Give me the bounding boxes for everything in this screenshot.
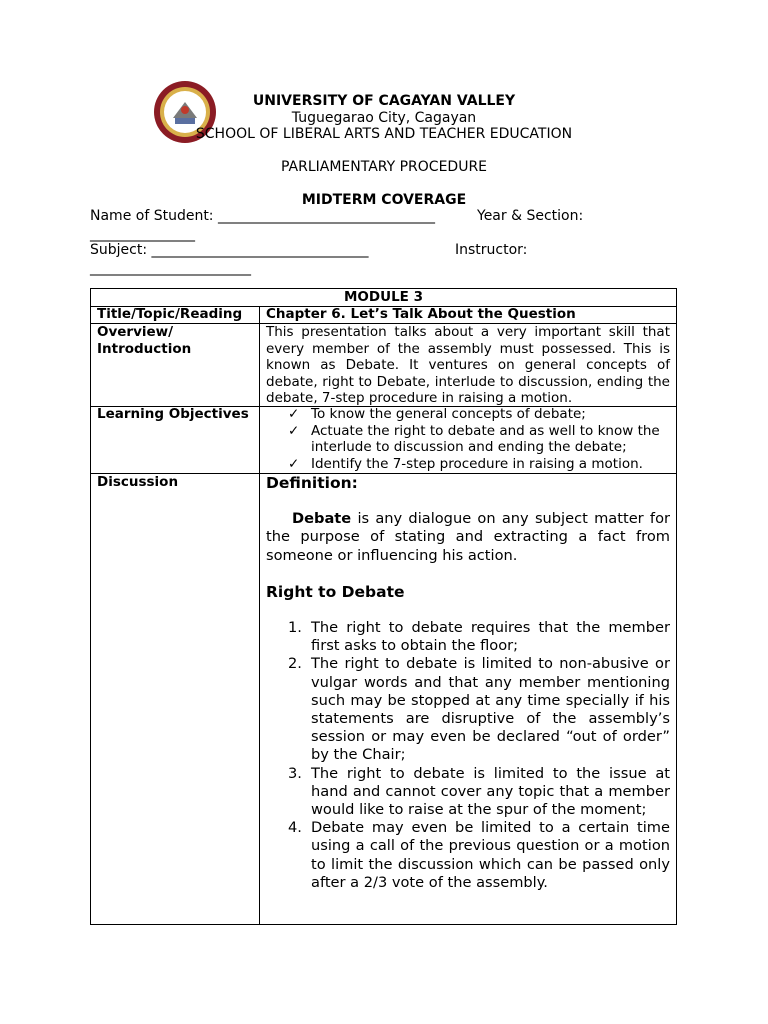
overview-label-line2: Introduction xyxy=(97,340,192,357)
instructor-label: Instructor: xyxy=(455,242,528,258)
list-number: 3. xyxy=(288,764,302,782)
year-section-label: Year & Section: xyxy=(477,208,584,224)
list-number: 4. xyxy=(288,819,302,837)
subject-field[interactable]: Subject: _______________________________ xyxy=(90,242,369,258)
topic-label: Title/Topic/Reading xyxy=(97,306,243,322)
module-title: MODULE 3 xyxy=(344,289,423,305)
objective-item: ✓ Actuate the right to debate and as well to know the interlude to discussion and ending the debate; xyxy=(288,422,660,456)
student-name-field[interactable]: Name of Student: _______________________________ xyxy=(90,208,435,224)
debate-text: is any dialogue on any subject matter for the purpose of stating and extracting a fact from someone or influencing his action. xyxy=(266,510,670,564)
debate-definition xyxy=(266,510,670,565)
overview-label xyxy=(97,324,257,357)
debate-term: Debate xyxy=(292,510,352,528)
list-item xyxy=(266,619,670,655)
overview-label-line1: Overview/ xyxy=(97,324,174,340)
year-section-field[interactable]: _______________ xyxy=(90,226,195,242)
instructor-field[interactable]: _______________________ xyxy=(90,260,251,276)
school-name: SCHOOL OF LIBERAL ARTS AND TEACHER EDUCATION xyxy=(195,126,573,142)
list-text: The right to debate is limited to the issue at hand and cannot cover any topic that a member would like to raise at the spur of the moment; xyxy=(311,764,670,819)
checkmark-icon: ✓ xyxy=(288,406,300,422)
objectives-list xyxy=(266,406,670,472)
topic-value: Chapter 6. Let’s Talk About the Question xyxy=(266,306,576,322)
list-text: The right to debate requires that the member first asks to obtain the floor; xyxy=(311,619,670,655)
checkmark-icon: ✓ xyxy=(288,422,300,439)
definition-heading: Definition: xyxy=(266,474,358,492)
university-location: Tuguegarao City, Cagayan xyxy=(291,110,477,126)
right-to-debate-heading: Right to Debate xyxy=(266,582,405,601)
checkmark-icon: ✓ xyxy=(288,455,300,472)
list-number: 2. xyxy=(288,655,302,673)
list-item xyxy=(266,655,670,764)
list-text: The right to debate is limited to non-abusive or vulgar words and that any member mentioning such may be stopped at any time specially if his statements are disruptive of the assembly’s session or may even be declared “out of order” by the Chair; xyxy=(311,655,670,764)
objectives-label: Learning Objectives xyxy=(97,406,249,422)
list-item xyxy=(266,765,670,820)
list-text: Debate may even be limited to a certain time using a call of the previous question or a motion to limit the discussion which can be passed only after a 2/3 vote of the assembly. xyxy=(311,819,670,891)
list-number: 1. xyxy=(288,619,302,637)
course-title: PARLIAMENTARY PROCEDURE xyxy=(280,159,488,175)
list-item xyxy=(266,819,670,892)
objective-item: ✓ To know the general concepts of debate; xyxy=(288,406,586,422)
university-name: UNIVERSITY OF CAGAYAN VALLEY xyxy=(252,93,516,109)
discussion-content xyxy=(266,474,670,892)
module-table xyxy=(90,288,677,925)
coverage-title: MIDTERM COVERAGE xyxy=(301,192,467,208)
objective-item: ✓ Identify the 7-step procedure in raising a motion. xyxy=(288,455,643,472)
discussion-label: Discussion xyxy=(97,474,179,490)
overview-text: This presentation talks about a very important skill that every member of the assembly must possessed. This is known as Debate. It ventures on general concepts of debate, right to Debate, interlude to discussion, ending the debate, 7-step procedure in raising a motion. xyxy=(266,324,670,407)
column-divider xyxy=(259,306,260,924)
